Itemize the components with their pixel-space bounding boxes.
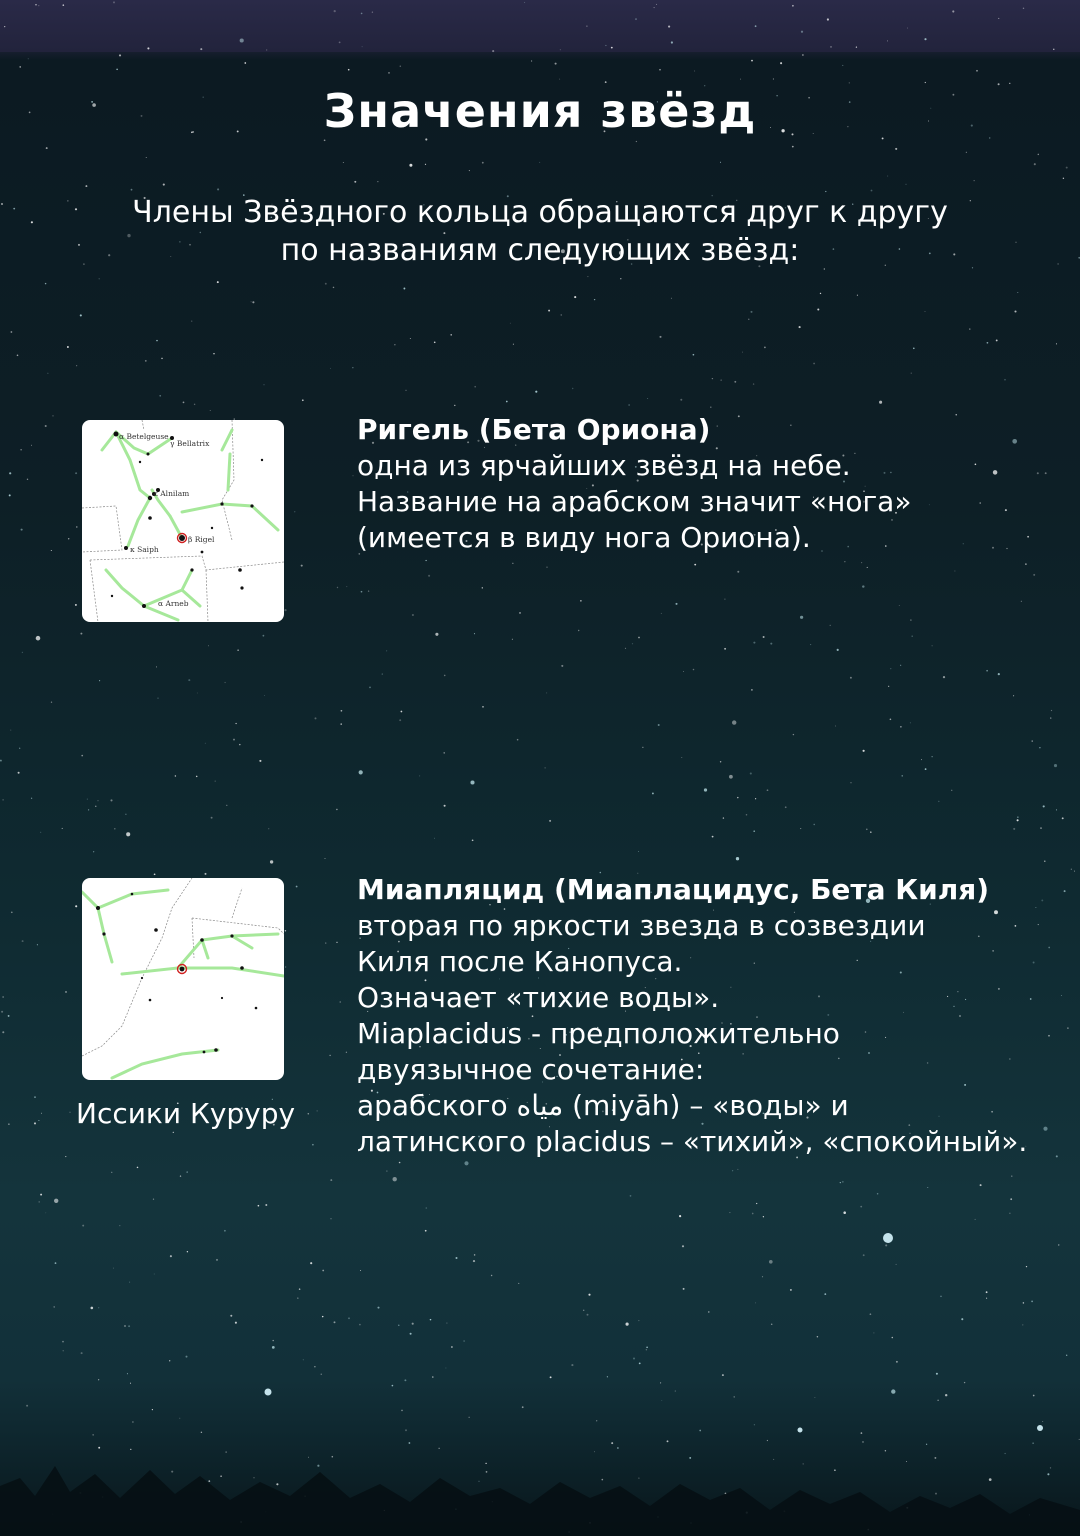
star-desc-line: Означает «тихие воды». <box>357 981 720 1014</box>
map-label-rigel: β Rigel <box>188 535 215 544</box>
intro-text <box>0 194 1080 270</box>
credit-text: Иссики Куруру <box>76 1097 296 1130</box>
miaplacidus-star-chart <box>82 878 284 1080</box>
star-desc-line: двуязычное сочетание: <box>357 1053 705 1086</box>
star-entry-miaplacidus <box>357 872 1027 1160</box>
star-desc-line: латинского placidus – «тихий», «спокойный». <box>357 1125 1028 1158</box>
map-label-saiph: κ Saiph <box>130 545 159 554</box>
map-label-bellatrix: γ Bellatrix <box>170 439 210 448</box>
rigel-star-chart <box>82 420 284 622</box>
star-desc-line: Miaplacidus - предположительно <box>357 1017 840 1050</box>
intro-line-1: Члены Звёздного кольца обращаются друг к другу <box>132 195 948 230</box>
intro-line-2: по названиям следующих звёзд: <box>280 233 800 268</box>
star-desc-line: вторая по яркости звезда в созвездии <box>357 909 926 942</box>
map-label-arneb: α Arneb <box>158 599 189 608</box>
page-title: Значения звёзд <box>323 84 757 138</box>
star-desc-line: Название на арабском значит «нога» <box>357 485 912 518</box>
map-label-alnilam: ε Alnilam <box>154 489 190 498</box>
star-desc-line: арабского مياه (miyāh) – «воды» и <box>357 1089 849 1122</box>
star-desc-line: одна из ярчайших звёзд на небе. <box>357 449 851 482</box>
miaplacidus-chart-graphic <box>82 878 284 1080</box>
rigel-chart-graphic <box>82 420 284 622</box>
star-title-miaplacidus: Миапляцид (Миаплацидус, Бета Киля) <box>357 873 990 906</box>
star-entry-rigel <box>357 412 911 556</box>
map-label-betelgeuse: α Betelgeuse <box>119 432 169 441</box>
star-desc-line: (имеется в виду нога Ориона). <box>357 521 811 554</box>
star-title-rigel: Ригель (Бета Ориона) <box>357 413 711 446</box>
star-desc-line: Киля после Канопуса. <box>357 945 683 978</box>
